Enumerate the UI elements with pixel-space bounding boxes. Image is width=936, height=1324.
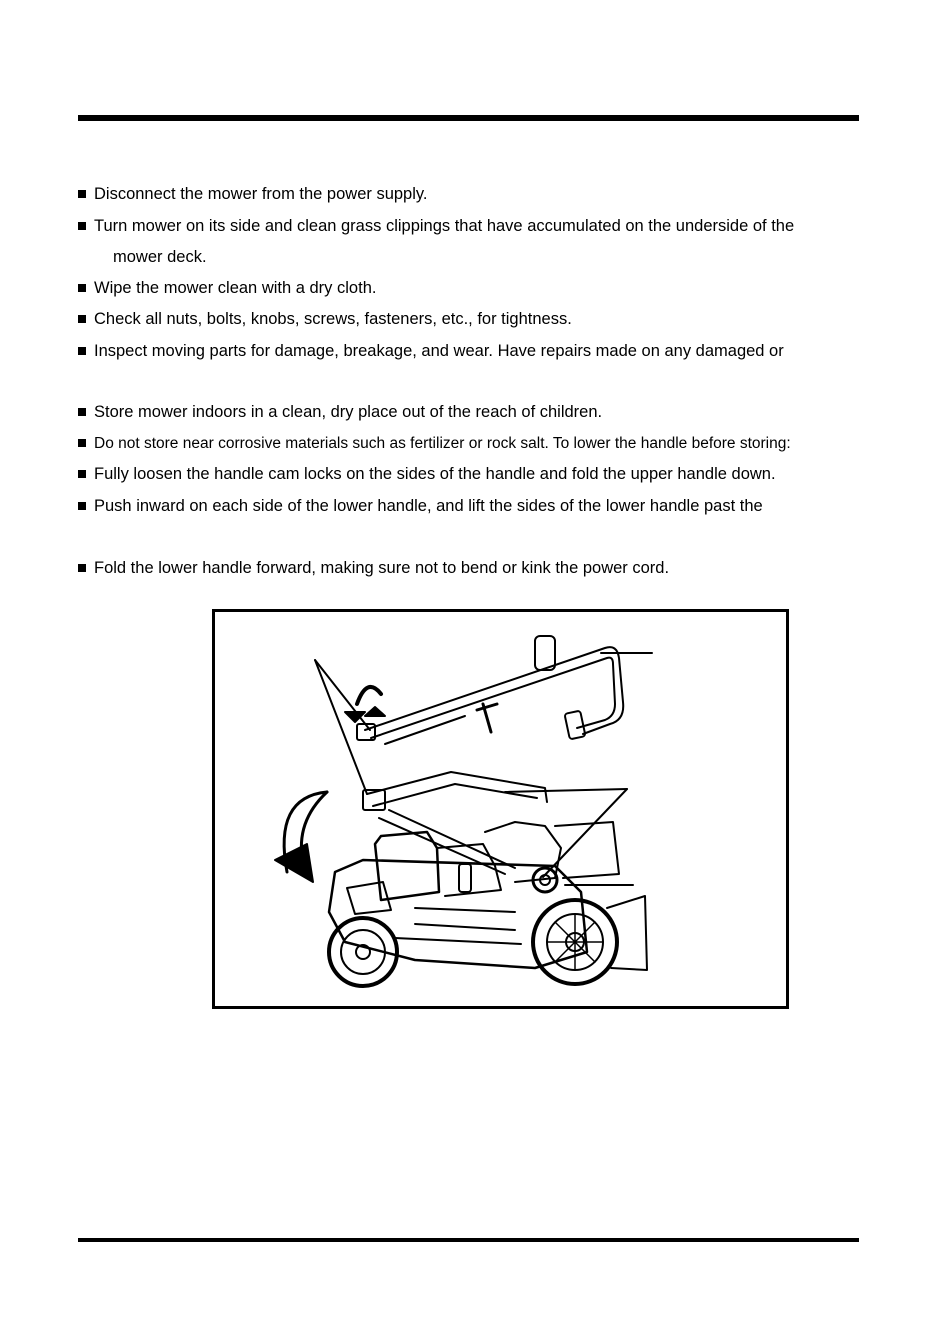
bullet-icon xyxy=(78,408,86,416)
bullet-icon xyxy=(78,315,86,323)
mower-handle-folding-illustration-icon xyxy=(215,612,786,1006)
header-rule xyxy=(78,115,859,121)
instruction-line: Do not store near corrosive materials such as fertilizer or rock salt. To lower the handle before storing: xyxy=(78,434,791,454)
footer-rule xyxy=(78,1238,859,1242)
instruction-line: Check all nuts, bolts, knobs, screws, fasteners, etc., for tightness. xyxy=(78,309,572,329)
bullet-icon xyxy=(78,190,86,198)
bullet-icon xyxy=(78,502,86,510)
mower-figure xyxy=(212,609,789,1009)
instruction-line: Push inward on each side of the lower handle, and lift the sides of the lower handle past the xyxy=(78,496,763,516)
instruction-line: Inspect moving parts for damage, breakage, and wear. Have repairs made on any damaged or xyxy=(78,341,784,361)
bullet-icon xyxy=(78,564,86,572)
bullet-icon xyxy=(78,222,86,230)
bullet-icon xyxy=(78,470,86,478)
bullet-icon xyxy=(78,439,86,447)
instruction-line-continuation: mower deck. xyxy=(113,248,207,266)
instruction-line: Store mower indoors in a clean, dry place out of the reach of children. xyxy=(78,402,602,422)
bullet-icon xyxy=(78,347,86,355)
bullet-icon xyxy=(78,284,86,292)
instruction-line: Fully loosen the handle cam locks on the sides of the handle and fold the upper handle down. xyxy=(78,464,776,484)
instruction-line: Wipe the mower clean with a dry cloth. xyxy=(78,278,376,298)
instruction-line: Turn mower on its side and clean grass clippings that have accumulated on the underside of the xyxy=(78,216,794,236)
instruction-line: Disconnect the mower from the power supply. xyxy=(78,184,428,204)
instruction-line: Fold the lower handle forward, making sure not to bend or kink the power cord. xyxy=(78,558,669,578)
